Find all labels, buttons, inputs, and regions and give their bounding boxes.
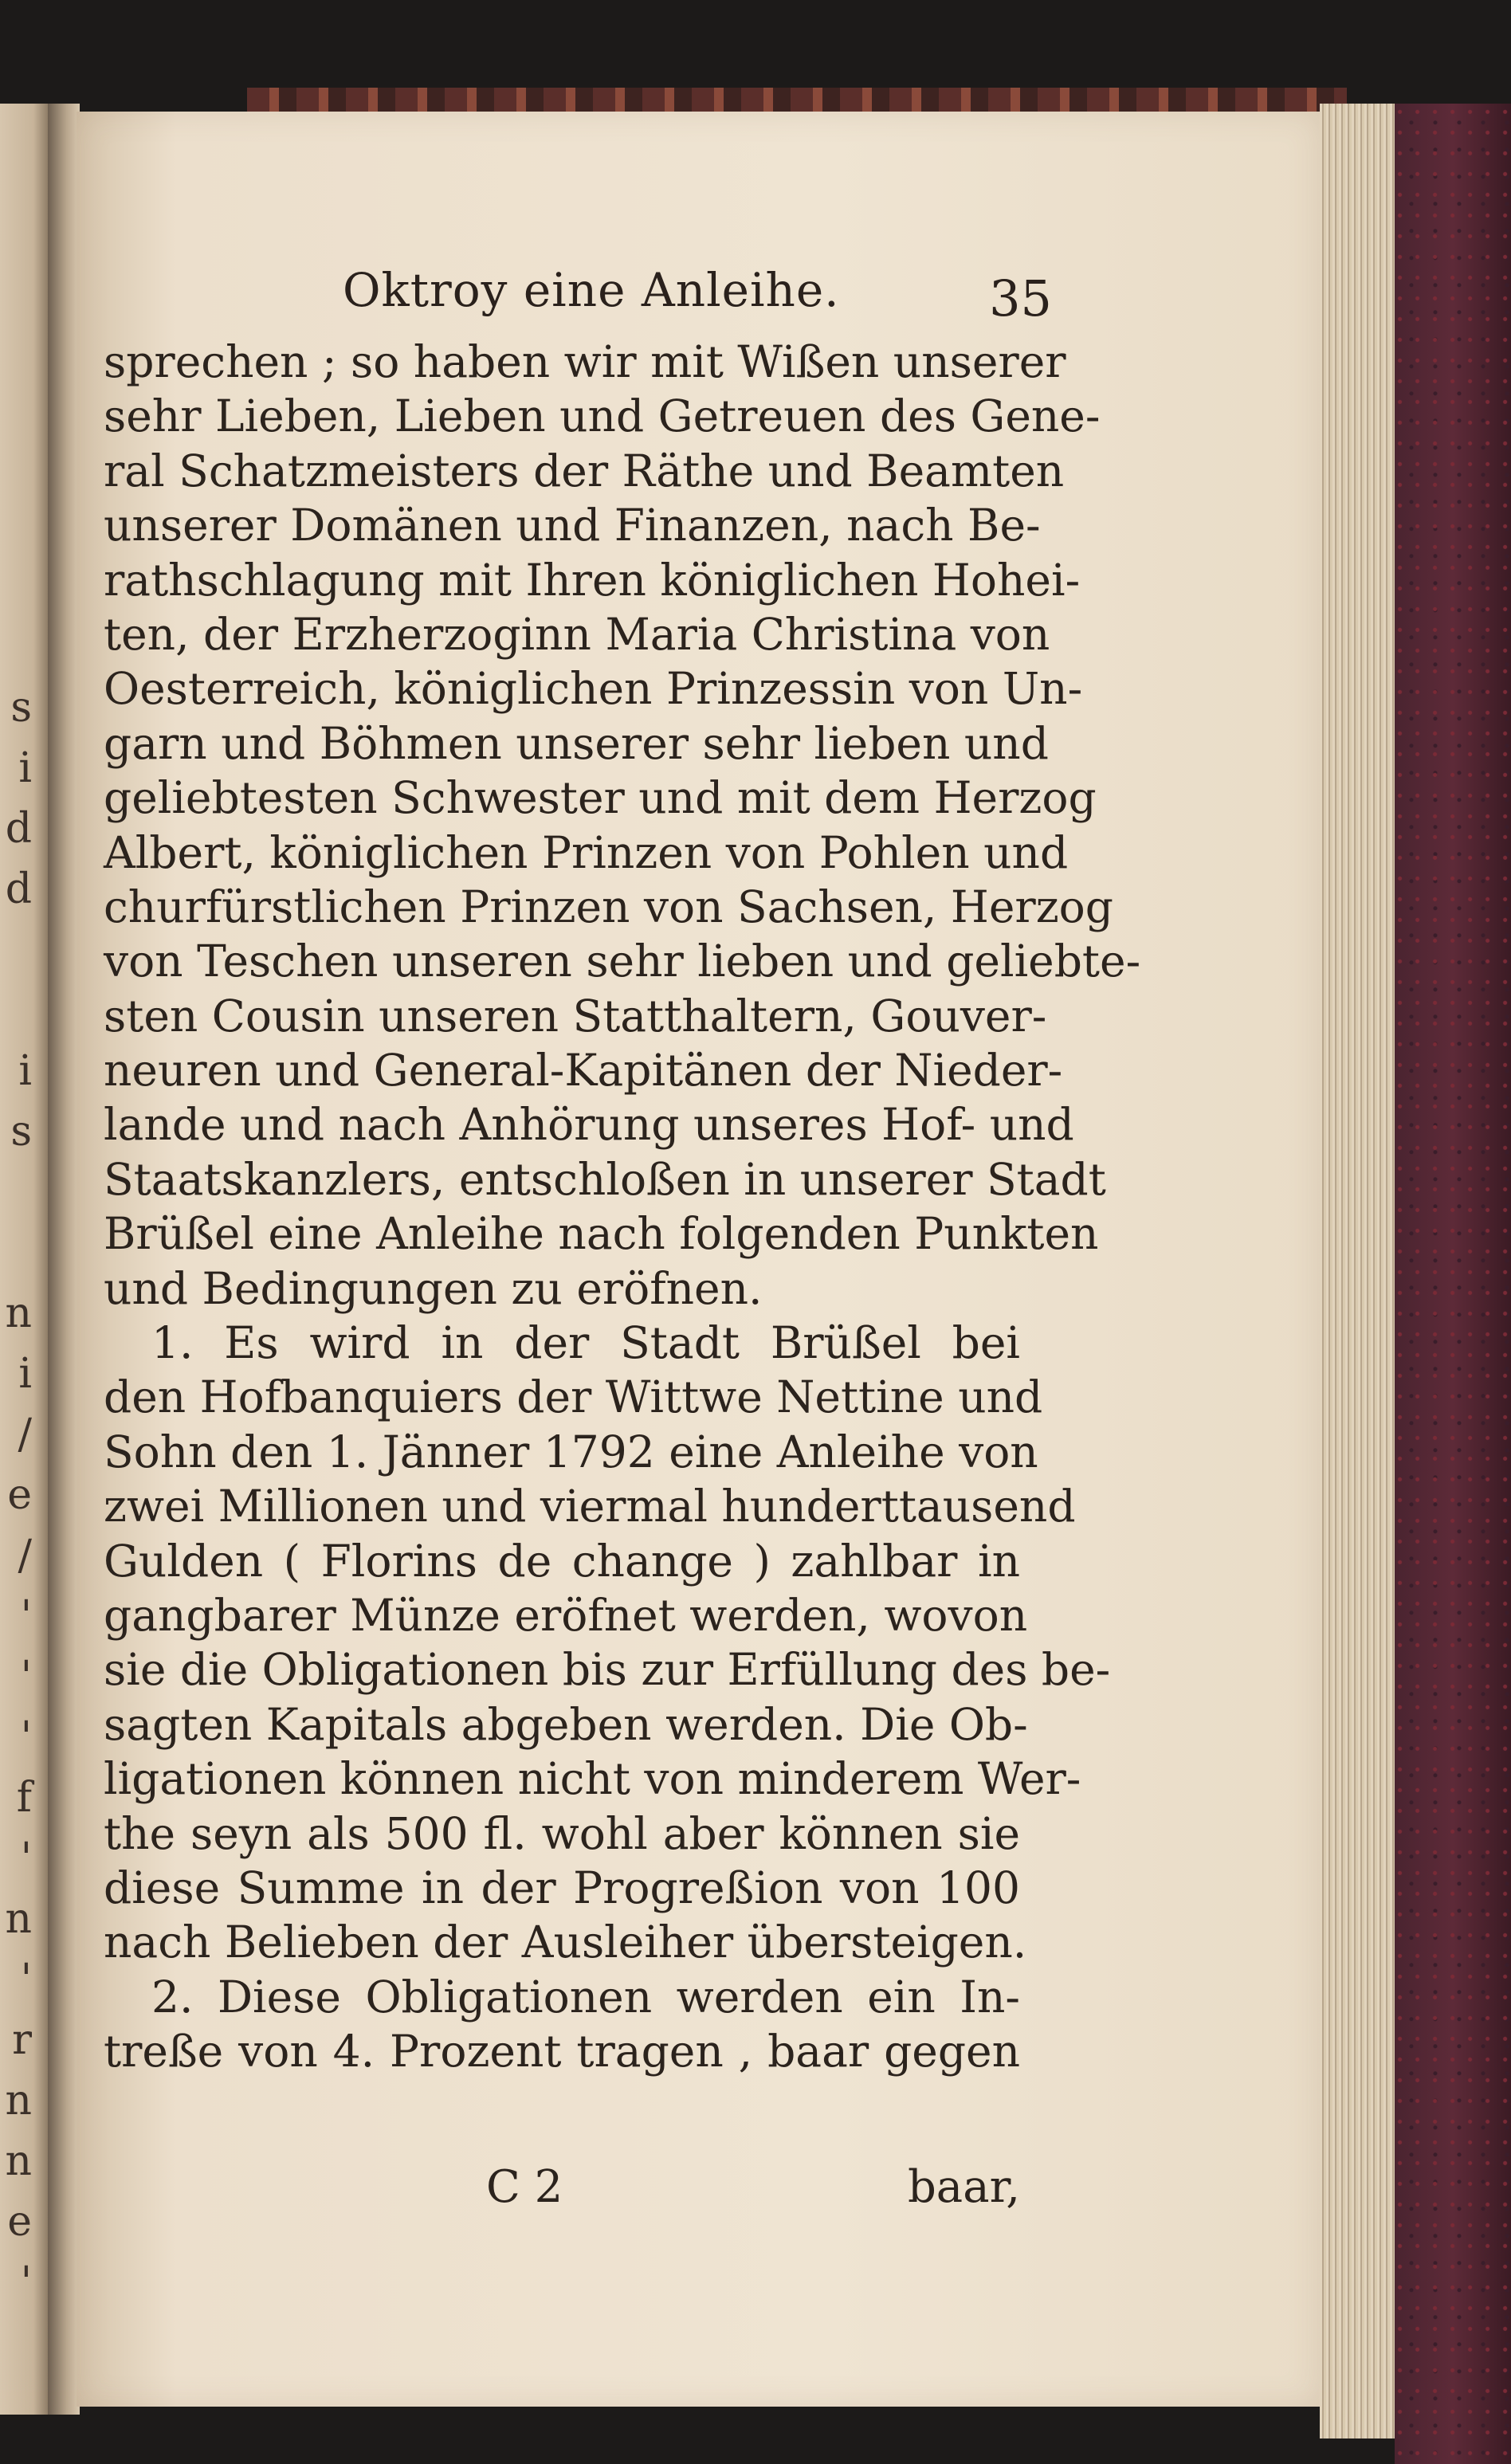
signature-mark: C 2 [486,2161,563,2213]
text-line: diese Summe in der Progreßion von 100 [104,1862,1020,1913]
text-line: geliebtesten Schwester und mit dem Herzog [104,772,1097,824]
text-line: the seyn als 500 fl. wohl aber können sie [104,1807,1020,1859]
text-line: ral Schatzmeisters der Räthe und Beamten [104,445,1065,496]
text-line: churfürstlichen Prinzen von Sachsen, Herzog [104,881,1113,932]
previous-page-glyphs: s i d d i s n i / e / ' ' ' f ' n ' r n n e ' [5,684,32,2306]
text-line: ten, der Erzherzoginn Maria Christina von [104,608,1050,660]
text-line: garn und Böhmen unserer sehr lieben und [104,717,1049,769]
text-line: 2. Diese Obligationen werden ein In- [151,1971,1020,2023]
text-line: Sohn den 1. Jänner 1792 eine Anleihe von [104,1426,1038,1477]
text-line: zwei Millionen und viermal hunderttausend [104,1481,1076,1532]
catchword: baar, [907,2161,1020,2213]
previous-page-edge [0,104,48,2415]
text-line: von Teschen unseren sehr lieben und geliebte- [104,936,1141,987]
text-line: ligationen können nicht von minderem Wer- [104,1753,1081,1805]
cover-board [1395,104,1511,2464]
text-line: sprechen ; so haben wir mit Wißen unserer [104,336,1066,387]
text-line: sten Cousin unseren Statthaltern, Gouver- [104,990,1047,1042]
text-line: sagten Kapitals abgeben werden. Die Ob- [104,1698,1028,1750]
text-line: Gulden ( Florins de change ) zahlbar in [104,1535,1020,1587]
text-line: lande und nach Anhörung unseres Hof- und [104,1099,1074,1151]
text-line: Albert, königlichen Prinzen von Pohlen und [104,826,1069,878]
text-line: nach Belieben der Ausleiher übersteigen. [104,1917,1027,1968]
text-line: treße von 4. Prozent tragen , baar gegen [104,2026,1020,2078]
text-line: sehr Lieben, Lieben und Getreuen des Gene- [104,390,1101,442]
text-line: Brüßel eine Anleihe nach folgenden Punkten [104,1208,1099,1260]
book-gutter [48,104,80,2415]
text-line: Oesterreich, königlichen Prinzessin von Un- [104,663,1083,715]
text-line: sie die Obligationen bis zur Erfüllung des be- [104,1644,1111,1696]
text-line: unserer Domänen und Finanzen, nach Be- [104,500,1041,551]
text-line: 1. Es wird in der Stadt Brüßel bei [151,1317,1020,1369]
text-line: den Hofbanquiers der Wittwe Nettine und [104,1371,1043,1423]
text-line: und Bedingungen zu eröfnen. [104,1262,763,1314]
body-text [104,335,1141,2079]
running-head: Oktroy eine Anleihe. [343,263,840,317]
page-footer [104,2161,1020,2217]
page-number: 35 [989,269,1052,328]
text-line: rathschlagung mit Ihren königlichen Hohei- [104,554,1081,606]
text-line: Staatskanzlers, entschloßen in unserer Stadt [104,1153,1106,1205]
text-line: gangbarer Münze eröfnet werden, wovon [104,1589,1028,1641]
text-line: neuren und General-Kapitänen der Nieder- [104,1045,1063,1097]
page-edges [1320,104,1395,2438]
